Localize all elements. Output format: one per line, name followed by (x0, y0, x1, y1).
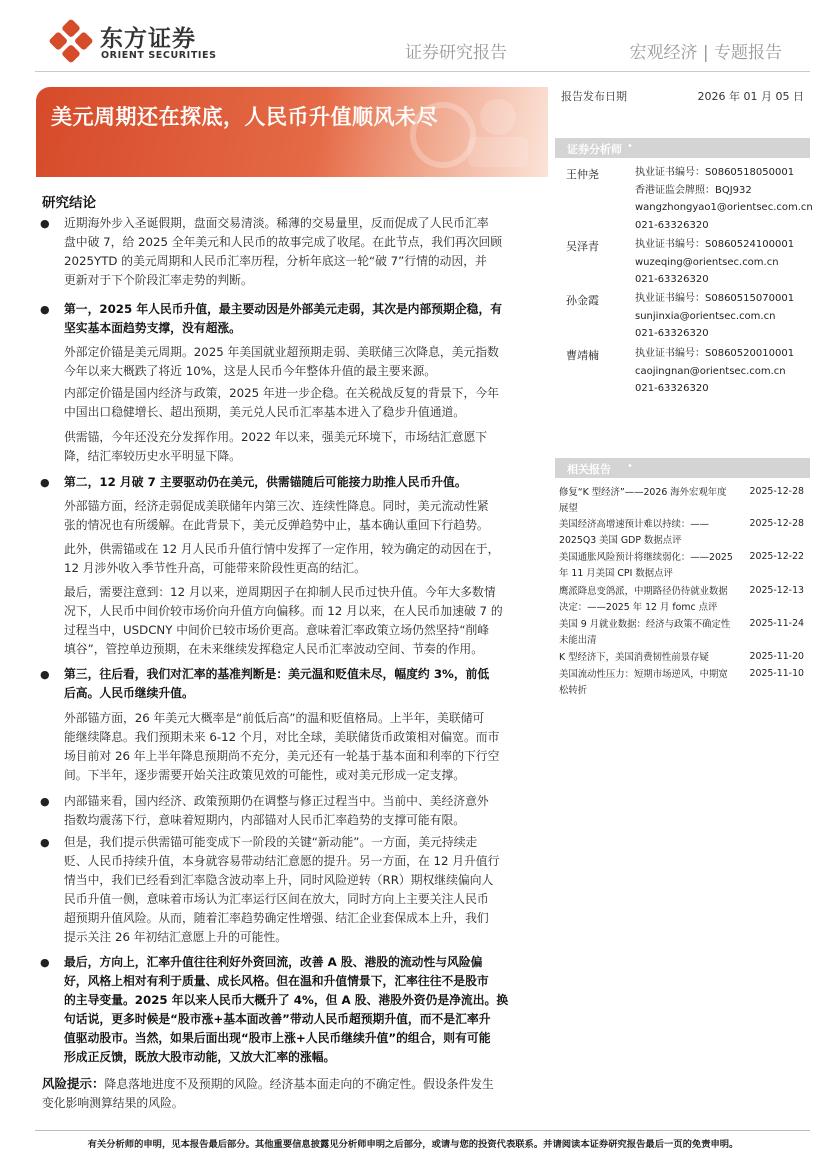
text-line: 的主导变量。2025 年以来人民币大概升了 4%，但 A 股、港股外资仍是净流出。换 (64, 993, 509, 1007)
text-line: 更新对于下个阶段汇率走势的判断。 (64, 273, 253, 287)
related-report-title[interactable] (559, 550, 733, 581)
text-line: 填谷”，管控单边预期，在未来继续发挥稳定人民币汇率波动空间、节奏的作用。 (64, 642, 484, 656)
text-line: wangzhongyao1@orientsec.com.cn (635, 202, 813, 213)
text-line: sunjinxia@orientsec.com.cn (635, 310, 776, 322)
point-one-external-anchor (64, 343, 499, 381)
analyst-name: 王仲尧 (566, 168, 599, 181)
text-line: 盘中破 7，给 2025 全年美元和人民币的故事完成了收尾。在此节点，我们再次回顾 (64, 235, 503, 249)
text-line: 未能出清 (559, 634, 597, 646)
text-line: 超预期升值风险。从而，随着汇率趋势确定性增强、结汇企业套保成本上升，我们 (64, 911, 489, 925)
text-line: 场目前对 26 年上半年降息预期尚不充分，美元还有一轮基于基本面和利率的下行空 (64, 749, 500, 763)
text-line: 021-63326320 (635, 328, 709, 339)
bullet-icon: ● (40, 836, 50, 849)
text-line: 美国流动性压力：短期市场逆风，中期宽 (559, 669, 728, 680)
logo-text-en: ORIENT SECURITIES (101, 50, 217, 61)
text-line: 决定：——2025 年 12 月 fomc 点评 (559, 601, 718, 613)
related-report-date: 2025-12-22 (749, 551, 804, 562)
text-line: 香港证监会牌照：BQJ932 (635, 184, 752, 196)
analysts-header (555, 138, 810, 158)
related-heading: 相关报告 (567, 463, 611, 476)
publish-date-value: 2026 年 01 月 05 日 (697, 90, 804, 103)
text-line: 松转折 (559, 684, 588, 696)
text-line: 年 11 月美国 CPI 数据点评 (559, 567, 673, 579)
footer-disclaimer: 有关分析师的申明，见本报告最后部分。其他重要信息披露见分析师申明之后部分，或请与您的投资代表联系。并请阅读本证券研究报告最后一页的免责申明。 (87, 1139, 739, 1150)
text-line: 况下，人民币中间价较市场价向升值方向偏移。而 12 月以来，在人民币加速破 7 的 (64, 604, 503, 618)
text-line: 供需锚，今年还没充分发挥作用。2022 年以来，强美元环境下，市场结汇意愿下 (64, 430, 488, 444)
text-line: 修复“K 型经济”——2026 海外宏观年度 (559, 487, 727, 498)
text-line: 值驱动股市。当然，如果后面出现“股市上涨+人民币继续升值”的组合，则有可能 (64, 1031, 491, 1045)
text-line: 展望 (559, 502, 578, 514)
analyst-details (635, 164, 813, 234)
bullet-icon: ● (40, 795, 50, 808)
point-one-supply-demand (64, 428, 487, 466)
text-line: 内部锚来看，国内经济、政策预期仍在调整与修正过程当中。当前中、美经济意外 (64, 794, 489, 808)
text-line: 外部锚方面，经济走弱促成美联储年内第三次、连续性降息。同时，美元流动性紧 (64, 499, 489, 513)
text-line: 最后，需要注意到：12 月以来，逆周期因子在抑制人民币过快升值。今年大多数情 (64, 585, 496, 599)
related-reports-header (555, 458, 810, 478)
analyst-name: 孙金霞 (566, 294, 599, 307)
related-report-title[interactable] (559, 584, 728, 615)
analysts-heading: 证券分析师 (567, 143, 622, 156)
bullet-icon: ● (40, 476, 50, 489)
text-line: 降，结汇率较历史水平明显下降。 (64, 449, 241, 463)
related-report-date: 2025-12-28 (749, 518, 804, 529)
text-line: 2025YTD 的美元周期和人民币汇率历程，分析年底这一轮“破 7”行情的动因，并 (64, 254, 487, 268)
related-report-date: 2025-12-28 (749, 486, 804, 497)
text-line: 形成正反馈，既放大股市动能，又放大汇率的涨幅。 (64, 1050, 336, 1064)
text-line: 张的情况也有所缓解。在此背景下，美元反弹趋势中止，基本确认重回下行趋势。 (64, 518, 489, 532)
point-one-internal-anchor (64, 384, 499, 422)
bullet-icon: ● (40, 668, 50, 681)
text-line: 过程当中，USDCNY 中间价已较市场价更高。意味着汇率政策立场仍然坚持“削峰 (64, 623, 490, 637)
conclusion-heading: 研究结论 (42, 195, 96, 211)
text-line: 能继续降息。我们预期未来 6-12 个月，对比全球，美联储货币政策相对偏宽。而市 (64, 730, 500, 744)
point-two-supply-demand (64, 540, 499, 578)
related-report-title[interactable] (559, 485, 727, 516)
point-two-countercyclical (64, 583, 503, 659)
related-report-title[interactable] (559, 617, 730, 648)
point-two-summary (64, 473, 467, 492)
text-line: 执业证书编号：S0860520010001 (635, 348, 795, 359)
text-line: 021-63326320 (635, 383, 709, 394)
orient-securities-logo-icon (48, 18, 94, 64)
text-line: 2025Q3 美国 GDP 数据点评 (559, 534, 682, 546)
point-two-external (64, 497, 489, 535)
text-line: 间。下半年，逐步需要开始关注政策见效的可能性，或对美元形成一定支撑。 (64, 768, 466, 782)
bullet-icon: ● (40, 217, 50, 230)
report-type-label: 证券研究报告 (405, 43, 507, 63)
text-line: 民币升值一侧，意味着市场认为汇率运行区间在放大，同时方向上主要关注人民币 (64, 892, 489, 906)
text-line: 最后，方向上，汇率升值往往利好外资回流，改善 A 股、港股的流动性与风险偏 (64, 955, 483, 969)
analyst-details (635, 236, 794, 289)
text-line: 12 月涉外收入季节性升高，可能带来阶段性更高的结汇。 (64, 561, 366, 575)
text-line: 句话说，更多时候是“股市涨+基本面改善”带动人民币超预期升值，而不是汇率升 (64, 1012, 491, 1026)
text-line: 第二，12 月破 7 主要驱动仍在美元，供需锚随后可能接力助推人民币升值。 (64, 475, 467, 489)
related-report-date: 2025-11-20 (749, 651, 804, 662)
analyst-details (635, 290, 794, 343)
bullet-icon: ● (40, 956, 50, 969)
text-line: 好，风格上相对有利于质量、成长风格。但在温和升值情景下，汇率往往不是股市 (64, 974, 489, 988)
text-line: 贬、人民币持续升值，本身就容易带动结汇意愿的提升。另一方面，在 12 月升值行 (64, 854, 500, 868)
text-line: 后高。人民币继续升值。 (64, 686, 194, 700)
text-line: 美国经济高增速预计难以持续：—— (559, 519, 710, 530)
text-line: 执业证书编号：S0860518050001 (635, 167, 795, 178)
text-line: K 型经济下，美国消费韧性前景存疑 (559, 652, 709, 663)
paragraph-supply-demand (64, 833, 499, 947)
header-divider (35, 71, 810, 72)
text-line: 情当中，我们已经看到汇率隐含波动率上升，同时风险逆转（RR）期权继续偏向人 (64, 873, 494, 887)
text-line: 今年以来大概跌了将近 10%，这是人民币今年整体升值的最主要来源。 (64, 364, 437, 378)
analyst-name: 曹靖楠 (566, 349, 599, 362)
risk-text-line: 变化影响测算结果的风险。 (42, 1096, 184, 1110)
footer-divider (35, 1130, 810, 1131)
title-banner (36, 87, 548, 177)
risk-label: 风险提示： (42, 1076, 105, 1091)
related-report-date: 2025-11-10 (749, 668, 804, 679)
dots-icon: • (627, 461, 633, 472)
logo-text-cn: 东方证券 (100, 26, 196, 52)
text-line: 美国通胀风险预计将继续弱化：——2025 (559, 552, 733, 563)
text-line: 提示关注 26 年初结汇意愿上升的可能性。 (64, 930, 288, 944)
related-report-title[interactable] (559, 650, 709, 666)
related-report-date: 2025-12-13 (749, 585, 804, 596)
bullet-icon: ● (40, 303, 50, 316)
point-three-summary (64, 665, 489, 703)
analyst-details (635, 345, 794, 398)
point-three-external (64, 709, 499, 785)
dots-icon: • (627, 141, 633, 152)
report-title: 美元周期还在探底，人民币升值顺风未尽 (51, 105, 438, 129)
text-line: wuzeqing@orientsec.com.cn (635, 256, 779, 268)
text-line: 近期海外步入圣诞假期，盘面交易清淡。稀薄的交易量里，反而促成了人民币汇率 (64, 216, 489, 230)
analyst-name: 吴泽青 (566, 240, 599, 253)
text-line: 021-63326320 (635, 219, 709, 231)
point-one-summary (64, 300, 502, 338)
text-line: 中国出口稳健增长、超出预期，美元兑人民币汇率基本进入了稳步升值通道。 (64, 405, 466, 419)
text-line: 内部定价锚是国内经济与政策，2025 年进一步企稳。在关税战反复的背景下，今年 (64, 386, 499, 400)
publish-date-label: 报告发布日期 (561, 90, 627, 103)
text-line: 第三，往后看，我们对汇率的基准判断是：美元温和贬值未尽，幅度约 3%，前低 (64, 667, 490, 681)
related-report-date: 2025-11-24 (749, 618, 804, 629)
text-line: 执业证书编号：S0860524100001 (635, 239, 795, 250)
report-category-label: 宏观经济 | 专题报告 (629, 43, 782, 63)
text-line: 021-63326320 (635, 274, 709, 285)
text-line: 坚实基本面趋势支撑，没有超涨。 (64, 321, 241, 335)
paragraph-equity-impact (64, 953, 508, 1067)
risk-text-line: 降息落地进度不及预期的风险。经济基本面走向的不确定性。假设条件发生 (104, 1077, 494, 1091)
related-report-title[interactable] (559, 517, 709, 548)
risk-warning (42, 1074, 494, 1113)
text-line: 但是，我们提示供需锚可能变成下一阶段的关键“新动能”。一方面，美元持续走 (64, 835, 478, 849)
paragraph-intro (64, 214, 502, 290)
text-line: 执业证书编号：S0860515070001 (635, 293, 795, 304)
text-line: 指数均震荡下行，意味着短期内，内部锚对人民币汇率趋势的支撑可能有限。 (64, 813, 466, 827)
related-report-title[interactable] (559, 667, 728, 698)
text-line: 美国 9 月就业数据：经济与政策不确定性 (559, 619, 731, 630)
text-line: 第一，2025 年人民币升值，最主要动因是外部美元走弱，其次是内部预期企稳，有 (64, 302, 503, 316)
text-line: 此外，供需锚或在 12 月人民币升值行情中发挥了一定作用，较为确定的动因在于， (64, 542, 500, 556)
paragraph-internal-anchor (64, 792, 489, 830)
text-line: 鹰派降息变鸽派，中期路径仍待就业数据 (559, 586, 728, 597)
text-line: 外部锚方面，26 年美元大概率是“前低后高”的温和贬值格局。上半年，美联储可 (64, 711, 485, 725)
text-line: 外部定价锚是美元周期。2025 年美国就业超预期走弱、美联储三次降息，美元指数 (64, 345, 499, 359)
text-line: caojingnan@orientsec.com.cn (635, 365, 786, 377)
